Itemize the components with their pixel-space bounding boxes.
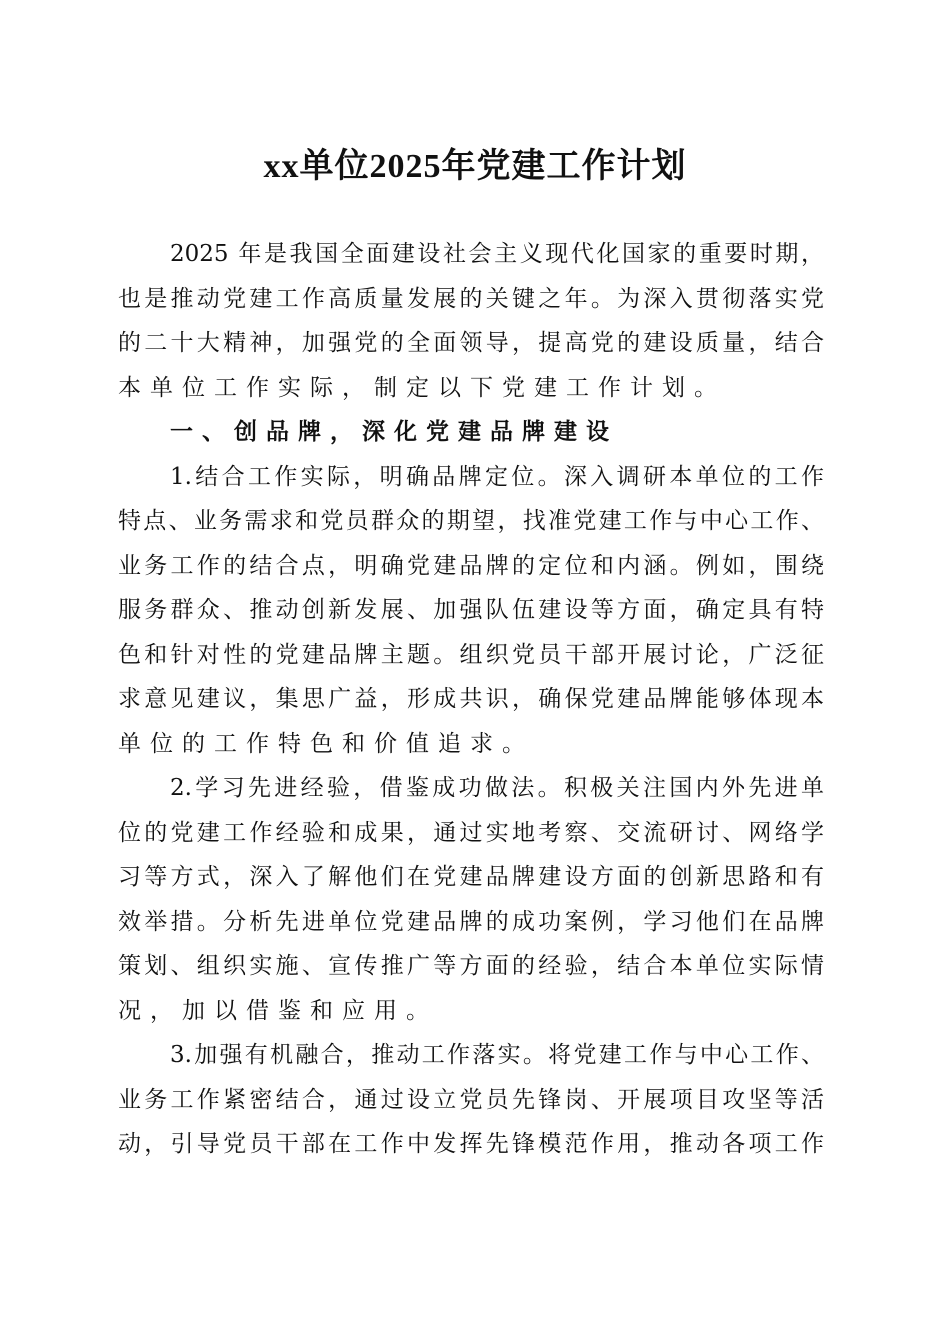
text-line: 色和针对性的党建品牌主题。组织党员干部开展讨论，广泛征 [118, 641, 824, 668]
paragraph [118, 766, 824, 1033]
text-line: 本单位工作实际，制定以下党建工作计划。 [118, 374, 726, 401]
text-line: 2.学习先进经验，借鉴成功做法。积极关注国内外先进单 [170, 775, 824, 801]
text-line: 的二十大精神，加强党的全面领导，提高党的建设质量，结合 [118, 330, 824, 356]
text-line: 一、创品牌，深化党建品牌建设 [170, 419, 618, 445]
text-line: 习等方式，深入了解他们在党建品牌建设方面的创新思路和有 [118, 864, 824, 890]
text-line: 服务群众、推动创新发展、加强队伍建设等方面，确定具有特 [118, 597, 824, 623]
document-title: xx单位2025年党建工作计划 [263, 148, 687, 185]
text-line: 位的党建工作经验和成果，通过实地考察、交流研讨、网络学 [118, 819, 824, 846]
text-line: 策划、组织实施、宣传推广等方面的经验，结合本单位实际情 [118, 953, 824, 979]
paragraph [118, 232, 824, 410]
paragraph [118, 1033, 824, 1167]
paragraph [118, 455, 824, 767]
text-line: 业务工作紧密结合，通过设立党员先锋岗、开展项目攻坚等活 [118, 1086, 824, 1113]
text-line: 1.结合工作实际，明确品牌定位。深入调研本单位的工作 [170, 463, 824, 490]
text-line: 动，引导党员干部在工作中发挥先锋模范作用，推动各项工作 [118, 1131, 824, 1157]
text-line: 也是推动党建工作高质量发展的关键之年。为深入贯彻落实党 [118, 285, 824, 312]
text-line: 况，加以借鉴和应用。 [118, 997, 438, 1024]
text-line: 特点、业务需求和党员群众的期望，找准党建工作与中心工作、 [118, 508, 824, 534]
text-line: 求意见建议，集思广益，形成共识，确保党建品牌能够体现本 [118, 686, 824, 712]
text-line: 2025 年是我国全面建设社会主义现代化国家的重要时期， [170, 241, 824, 267]
text-line: 效举措。分析先进单位党建品牌的成功案例，学习他们在品牌 [118, 908, 824, 935]
document-body [118, 232, 824, 1167]
text-line: 单位的工作特色和价值追求。 [118, 730, 534, 757]
section-heading [118, 410, 824, 455]
text-line: 业务工作的结合点，明确党建品牌的定位和内涵。例如，围绕 [118, 552, 824, 579]
text-line: 3.加强有机融合，推动工作落实。将党建工作与中心工作、 [170, 1042, 824, 1068]
